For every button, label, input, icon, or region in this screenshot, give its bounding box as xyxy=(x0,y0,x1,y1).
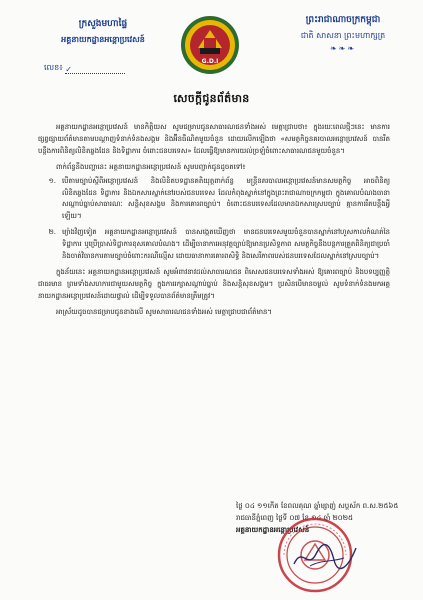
reference-value: ✓ xyxy=(65,65,72,74)
item-number: ១. xyxy=(48,176,56,185)
header-ministry xyxy=(38,18,168,74)
item-number: ២. xyxy=(48,228,56,237)
kingdom-name: ព្រះរាជាណាចក្រកម្ពុជា xyxy=(305,15,381,25)
lunar-date: ថ្ងៃ ០៤ ១១កើត ខែពលគុណ ឆ្នាំម្សាញ់ សប្តស័ក ព.ស.២៥៦៥ xyxy=(236,502,399,510)
numbered-item xyxy=(38,176,390,224)
ministry-name: ក្រសួងមហាផ្ទៃ xyxy=(78,19,128,29)
lead-paragraph: ពាក់ព័ន្ធនឹងបញ្ហានេះ អគ្គនាយកដ្ឋានអន្តោប្រវេសន៍ សូមបញ្ជាក់ជូនដូចតទៅ៖ xyxy=(56,162,246,171)
department-name: អគ្គនាយកដ្ឋានអន្តោប្រវេសន៍ xyxy=(61,35,145,44)
solar-date: រាជធានីភ្នំពេញ ថ្ងៃទី ០៧ ខែ ១៤ ឆ្នាំ ២០២៥ xyxy=(236,514,354,522)
item-text: ម្យ៉ាងវិញទៀត អគ្គនាយកដ្ឋានអន្តោប្រវេសន៍ បានសង្កេតឃើញថា មានជនបរទេសមួយចំនួនបានស្នាក់នៅហួសកាលកំណត់នៃទិដ្ឋាការ ឬប្រើប្រាស់ទិដ្ឋាការខុសគោលបំណង។ ដើម្បីធានាការអនុវត្តច្បាប់ឱ្យមានប្រសិទ្ធភាព សមត្ថកិច្ចនឹងបន្តការត្រួតពិនិត្យជាប្រចាំ និងចាត់វិធានការតាមច្បាប់ចំពោះករណីល្មើស ដោយធានាការគោរពសិទ្ធិ និងសេរីភាពរបស់ជនបរទេសដែលស្នាក់នៅស្របច្បាប់។ xyxy=(62,228,390,261)
numbered-item xyxy=(38,227,390,263)
handwritten-signature xyxy=(290,540,360,574)
final-paragraph: អាស្រ័យដូចបានជម្រាបជូនខាងលើ សូមសាធារណជនទាំងអស់ មេត្តាជ្រាបជាព័ត៌មាន។ xyxy=(56,307,272,316)
national-motto: ជាតិ សាសនា ព្រះមហាក្សត្រ xyxy=(300,31,386,40)
ornament-divider: ❧❧❧ xyxy=(329,44,357,53)
logo-text: G.D.I xyxy=(201,58,219,65)
document-title: សេចក្តីជូនព័ត៌មាន xyxy=(173,92,250,105)
closing-paragraph: ក្នុងន័យនេះ អគ្គនាយកដ្ឋានអន្តោប្រវេសន៍ សូមអំពាវនាវដល់សាធារណជន ពិសេសជនបរទេសទាំងអស់ ឱ្យគោរពច្បាប់ និងបទប្បញ្ញត្តិជាធរមាន ព្រមទាំងសហការជាមួយសមត្ថកិច្ច ក្នុងការរក្សាសណ្តាប់ធ្នាប់ និងសន្តិសុខសង្គម។ ប្រសិនបើមានចម្ងល់ សូមទំនាក់ទំនងមកអគ្គនាយកដ្ឋានអន្តោប្រវេសន៍ដោយផ្ទាល់ ដើម្បីទទួលបានព័ត៌មានត្រឹមត្រូវ។ xyxy=(38,267,390,300)
signatory-title: អគ្គនាយកដ្ឋានអន្តោប្រវេសន៍ xyxy=(236,526,310,534)
reference-slot xyxy=(65,65,125,74)
document-body xyxy=(38,122,390,323)
reference-number xyxy=(38,62,168,74)
header-kingdom xyxy=(278,14,408,53)
reference-label: លេខ៖ xyxy=(44,63,63,72)
item-text: បើតាមច្បាប់ស្តីពីអន្តោប្រវេសន៍ និងលិខិតបទដ្ឋានគតិយុត្តពាក់ព័ន្ធ មន្ត្រីនគរបាលអន្តោប្រវេសន៍មានសមត្ថកិច្ច អាចពិនិត្យលិខិតឆ្លងដែន ទិដ្ឋាការ និងឯកសារស្នាក់នៅរបស់ជនបរទេស ដែលកំពុងស្នាក់នៅក្នុងព្រះរាជាណាចក្រកម្ពុជា ក្នុងគោលបំណងធានាសណ្តាប់ធ្នាប់សាធារណៈ សន្តិសុខសង្គម និងការគោរពច្បាប់។ ចំពោះជនបរទេសដែលមានឯកសារស្របច្បាប់ គ្មានការរឹតបន្តឹងអ្វីឡើយ។ xyxy=(62,176,390,221)
gdi-emblem-logo xyxy=(178,14,242,76)
intro-paragraph: អគ្គនាយកដ្ឋានអន្តោប្រវេសន៍ មានកិត្តិយស សូមជម្រាបជូនសាធារណជនទាំងអស់ មេត្តាជ្រាបថា៖ ក្នុងរយៈពេលថ្មីៗនេះ មានការផ្សព្វផ្សាយព័ត៌មានតាមបណ្តាញទំនាក់ទំនងសង្គម និងអ៊ីនធឺណិតមួយចំនួន ដោយលើកឡើងថា «សមត្ថកិច្ចនគរបាលអន្តោប្រវេសន៍ បានរឹតបន្តឹងការពិនិត្យលិខិតឆ្លងដែន និងទិដ្ឋាការ ចំពោះជនបរទេស» ដែលធ្វើឱ្យមានការយល់ច្រឡំចំពោះសាធារណជនមួយចំនួន។ xyxy=(38,123,390,155)
